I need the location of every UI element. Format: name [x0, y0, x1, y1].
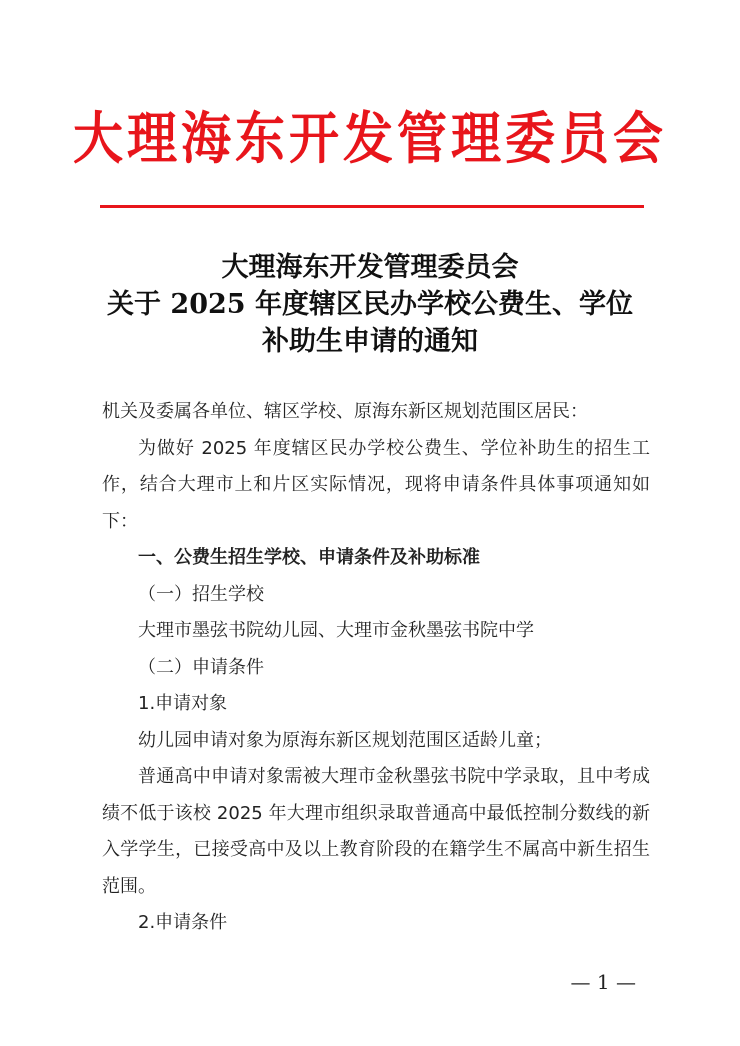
title-line-2: 关于 2025 年度辖区民办学校公费生、学位 — [107, 289, 633, 320]
item-1-text-highschool: 普通高中申请对象需被大理市金秋墨弦书院中学录取，且中考成绩不低于该校 2025 年大理市组织录取普通高中最低控制分数线的新入学学生，已接受高中及以上教育阶段的在籍学生不属高中新生招生范围。 — [102, 766, 650, 897]
title-line-3: 补助生申请的通知 — [262, 326, 478, 357]
subsection-1-text: 大理市墨弦书院幼儿园、大理市金秋墨弦书院中学 — [138, 620, 534, 641]
document-title — [0, 249, 740, 360]
letterhead-org-name: 大理海东开发管理委员会 — [73, 105, 667, 172]
item-1-heading: 1.申请对象 — [138, 693, 228, 714]
intro-paragraph: 为做好 2025 年度辖区民办学校公费生、学位补助生的招生工作，结合大理市上和片区实际情况，现将申请条件具体事项通知如下： — [102, 437, 650, 532]
item-2-heading: 2.申请条件 — [138, 912, 228, 933]
item-1-text-kindergarten: 幼儿园申请对象为原海东新区规划范围区适龄儿童； — [138, 729, 552, 751]
subsection-1-heading: （一）招生学校 — [138, 583, 264, 605]
document-body — [102, 394, 650, 942]
page-number: — 1 — — [570, 970, 636, 994]
salutation: 机关及委属各单位、辖区学校、原海东新区规划范围区居民： — [102, 401, 588, 422]
letterhead-red-rule — [100, 205, 644, 208]
section-1-heading: 一、公费生招生学校、申请条件及补助标准 — [138, 547, 480, 568]
subsection-2-heading: （二）申请条件 — [138, 656, 264, 678]
title-line-1: 大理海东开发管理委员会 — [221, 252, 519, 283]
